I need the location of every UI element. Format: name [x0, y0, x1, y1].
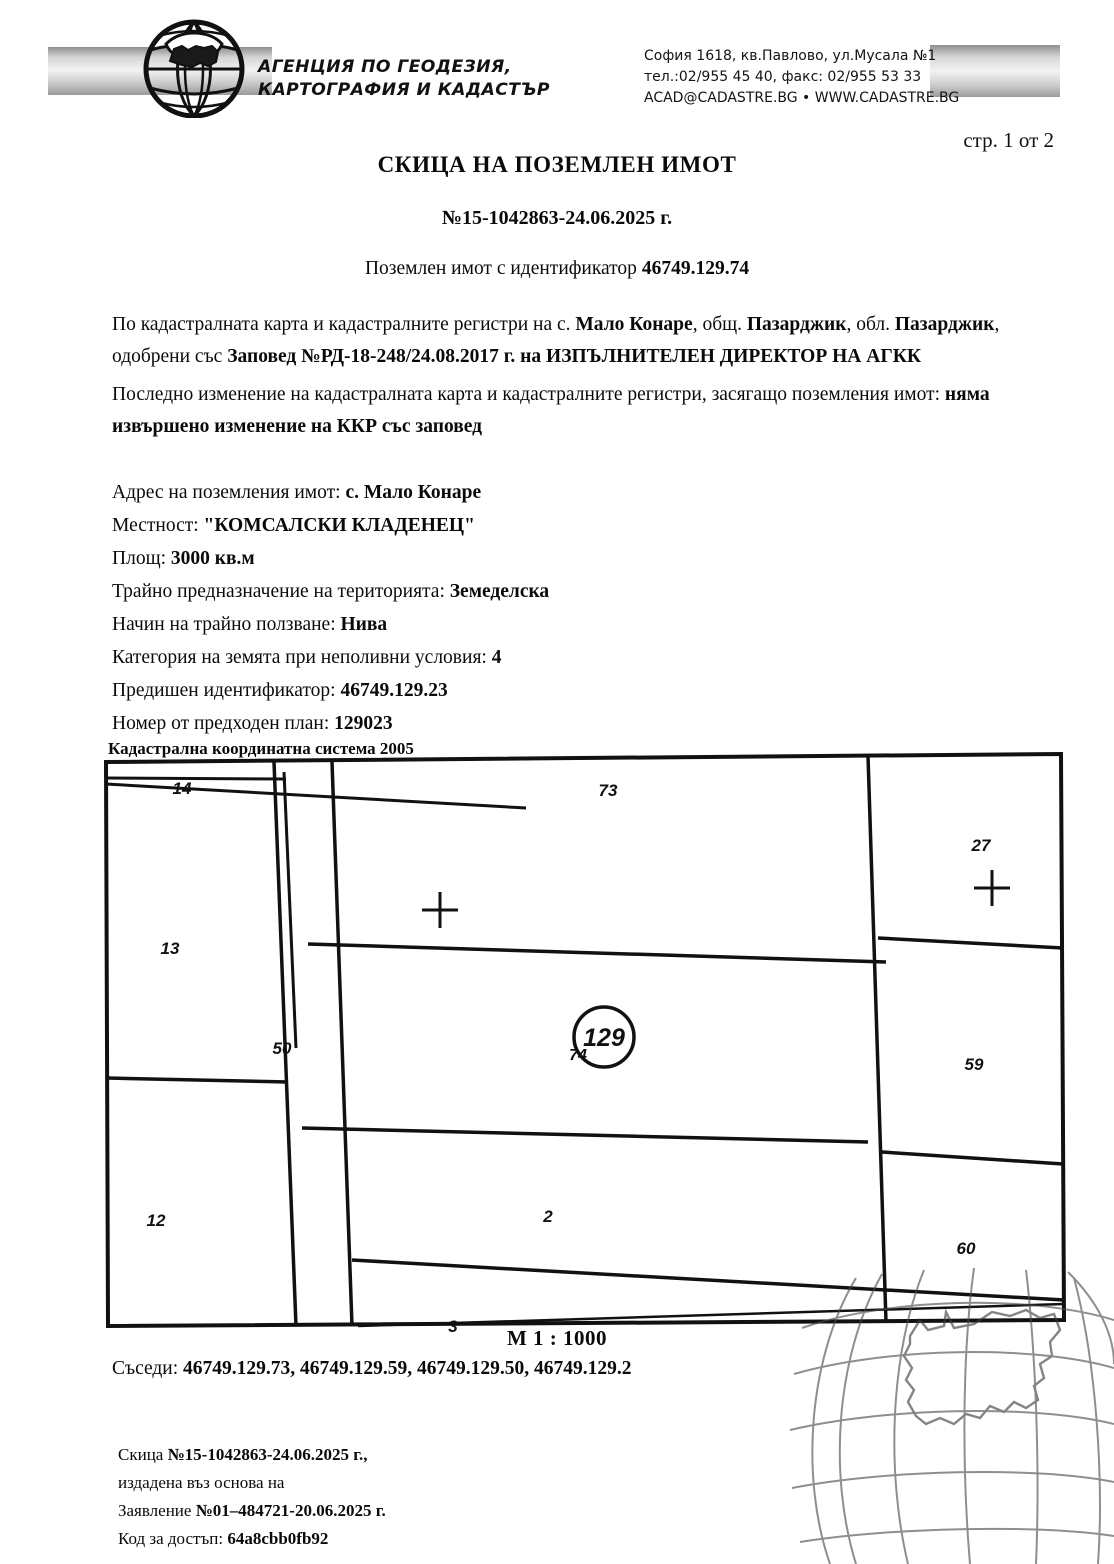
detail-label-land-category: Категория на земята при неполивни условия: — [112, 647, 492, 668]
detail-value-previous-identifier: 46749.129.23 — [340, 680, 448, 701]
footer-access-code — [118, 1525, 678, 1553]
detail-value-land-category: 4 — [491, 647, 502, 668]
para1-text-4: , одобрени със — [112, 314, 1000, 367]
detail-value-land-use: Нива — [340, 614, 388, 635]
approval-order: Заповед №РД-18-248/24.08.2017 г. на ИЗПЪЛНИТЕЛЕН ДИРЕКТОР НА АГКК — [227, 346, 922, 367]
neighbours-value: 46749.129.73, 46749.129.59, 46749.129.50, 46749.129.2 — [183, 1358, 632, 1379]
para1-text-3: , обл. — [846, 314, 895, 335]
parcel-label-59: 59 — [964, 1055, 984, 1074]
parcel-label-50: 50 — [272, 1039, 292, 1058]
property-identifier-line — [0, 258, 1114, 280]
detail-label-territory-purpose: Трайно предназначение на територията: — [112, 581, 450, 602]
parcel-label-60: 60 — [956, 1239, 976, 1258]
document-body-text — [112, 309, 1062, 443]
para2-text-1: Последно изменение на кадастралната карта и кадастралните регистри, засягащо поземления имот: — [112, 384, 945, 405]
detail-row-locality — [112, 509, 1012, 542]
cadastral-map — [96, 748, 1071, 1338]
property-details-list — [112, 476, 1012, 740]
agency-email-website: ACAD@CADASTRE.BG • WWW.CADASTRE.BG — [644, 90, 960, 106]
document-footer — [118, 1441, 678, 1553]
detail-label-previous-identifier: Предишен идентификатор: — [112, 680, 341, 701]
property-identifier-label: Поземлен имот с идентификатор — [364, 258, 642, 279]
footer-application-number — [118, 1497, 678, 1525]
last-change-paragraph — [112, 379, 1062, 443]
footer-application-value: №01–484721-20.06.2025 г. — [195, 1501, 386, 1520]
para1-text-1: По кадастралната карта и кадастралните регистри на с. — [112, 314, 576, 335]
page-indicator: стр. 1 от 2 — [963, 128, 1054, 152]
document-number: №15-1042863-24.06.2025 г. — [441, 207, 673, 229]
parcel-label-12: 12 — [146, 1211, 166, 1230]
parcel-label-73: 73 — [598, 781, 618, 800]
detail-label-locality: Местност: — [112, 515, 204, 536]
detail-value-locality: "КОМСАЛСКИ КЛАДЕНЕЦ" — [203, 515, 475, 536]
agency-phone-fax: тел.:02/955 45 40, факс: 02/955 53 33 — [644, 69, 922, 85]
agency-address: София 1618, кв.Павлово, ул.Мусала №1 — [644, 48, 937, 64]
detail-label-land-use: Начин на трайно ползване: — [112, 614, 341, 635]
agency-name-line-2: КАРТОГРАФИЯ И КАДАСТЪР — [258, 80, 550, 99]
detail-value-previous-plan-number: 129023 — [334, 713, 393, 734]
detail-label-address: Адрес на поземления имот: — [112, 482, 346, 503]
municipality-name: Пазарджик — [746, 314, 847, 335]
neighbours-label: Съседи: — [112, 1358, 184, 1379]
footer-application-label: Заявление — [118, 1501, 196, 1520]
agency-name — [258, 55, 601, 101]
para1-text-2: , общ. — [692, 314, 747, 335]
parcel-label-3: 3 — [448, 1317, 458, 1336]
footer-issued-basis: издадена въз основа на — [118, 1473, 285, 1492]
map-scale: M 1 : 1000 — [506, 1326, 608, 1350]
subject-parcel-number: 129 — [583, 1024, 625, 1052]
detail-row-territory-purpose — [112, 575, 1012, 608]
detail-value-address: с. Мало Конаре — [345, 482, 482, 503]
detail-label-previous-plan-number: Номер от предходен план: — [112, 713, 335, 734]
detail-row-land-use — [112, 608, 1012, 641]
detail-value-territory-purpose: Земеделска — [449, 581, 550, 602]
detail-row-previous-identifier — [112, 674, 1012, 707]
property-identifier-value: 46749.129.74 — [641, 258, 750, 279]
footer-sketch-value: №15-1042863-24.06.2025 г., — [167, 1445, 368, 1464]
subject-parcel-sub-number: 74 — [569, 1047, 587, 1064]
detail-value-area: 3000 кв.м — [170, 548, 255, 569]
settlement-name: Мало Конаре — [575, 314, 693, 335]
coordinate-system-label: Кадастрална координатна система 2005 — [108, 739, 414, 758]
agency-name-line-1: АГЕНЦИЯ ПО ГЕОДЕЗИЯ, — [258, 57, 512, 76]
parcel-label-2: 2 — [543, 1207, 553, 1226]
detail-label-area: Площ: — [112, 548, 171, 569]
detail-row-land-category — [112, 641, 1012, 674]
document-header — [0, 0, 1114, 122]
footer-access-code-value: 64a8cbb0fb92 — [227, 1529, 329, 1548]
parcel-label-27: 27 — [971, 836, 991, 855]
parcel-label-14: 14 — [172, 779, 192, 798]
agency-contact-block — [644, 46, 964, 109]
neighbours-line — [112, 1358, 1012, 1380]
detail-row-previous-plan-number — [112, 707, 1012, 740]
cadastral-map-paragraph — [112, 309, 1062, 373]
globe-bulgaria-logo-icon — [138, 16, 250, 118]
parcel-label-13: 13 — [160, 939, 180, 958]
district-name: Пазарджик — [894, 314, 995, 335]
last-change-value: няма извършено изменение на ККР със заповед — [112, 384, 990, 437]
footer-access-code-label: Код за достъп: — [118, 1529, 228, 1548]
detail-row-address — [112, 476, 1012, 509]
footer-sketch-label: Скица — [118, 1445, 168, 1464]
detail-row-area — [112, 542, 1012, 575]
page-title: СКИЦА НА ПОЗЕМЛЕН ИМОТ — [377, 152, 737, 177]
footer-sketch-number — [118, 1441, 678, 1469]
